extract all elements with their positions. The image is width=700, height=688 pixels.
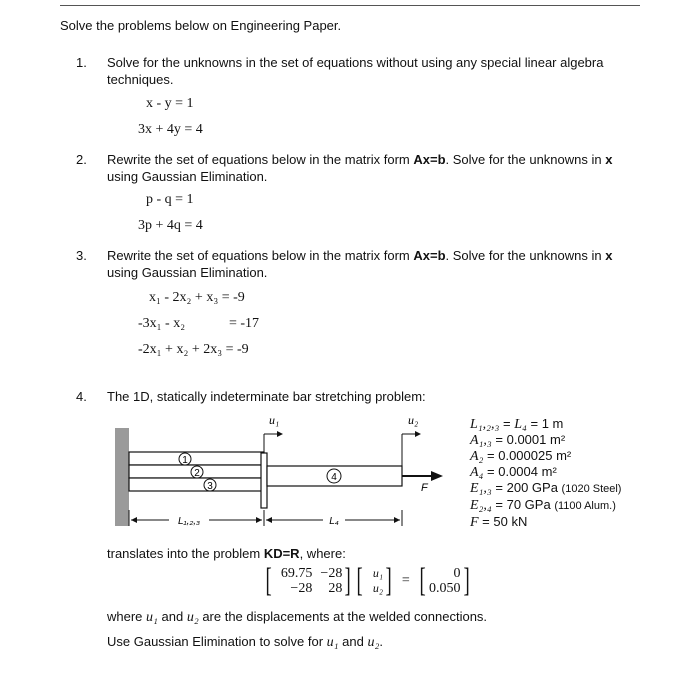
param-area-13: A₁,₃ = 0.0001 m² <box>470 432 566 448</box>
u2-label: u₂ <box>408 413 419 427</box>
page-header: Solve the problems below on Engineering Paper. <box>60 18 342 33</box>
u1-label: u₁ <box>269 413 280 427</box>
problem-3-equation-2b: = -17 <box>229 316 260 331</box>
param-modulus-13: E₁,₃ = 200 GPa (1020 Steel) <box>470 480 622 496</box>
parameter-list <box>470 416 621 530</box>
wall-support <box>115 428 129 526</box>
problem-3-equation-2a: -3x₁ - x₂ <box>138 316 186 331</box>
label-3: 3 <box>207 481 213 492</box>
problem-2-equation-2: 3p + 4q = 4 <box>138 218 203 233</box>
translates-text: translates into the problem KD=R, where: <box>107 546 346 561</box>
problem-2-text-line2: using Gaussian Elimination. <box>107 169 268 184</box>
where-text: where u₁ and u₂ are the displacements at the welded connections. <box>107 609 488 625</box>
label-2: 2 <box>194 468 200 479</box>
param-modulus-24: E₂,₄ = 70 GPa (1100 Alum.) <box>470 497 616 513</box>
problem-3-text-line1: Rewrite the set of equations below in the matrix form Ax=b. Solve for the unknowns in x <box>107 248 613 263</box>
problem-4-text-line1: The 1D, statically indeterminate bar stretching problem: <box>107 389 426 404</box>
problem-1-equation-2: 3x + 4y = 4 <box>138 122 203 137</box>
top-rule <box>60 5 640 6</box>
problem-2-text-line1: Rewrite the set of equations below in the matrix form Ax=b. Solve for the unknowns in x <box>107 152 613 167</box>
use-text: Use Gaussian Elimination to solve for u₁ and u₂. <box>107 634 383 650</box>
dim-label-left: L₁,₂,₃ <box>177 516 201 527</box>
bar-3 <box>129 478 264 491</box>
problem-1-text-line1: Solve for the unknowns in the set of equations without using any special linear algebra <box>107 55 604 70</box>
connection-plate-1 <box>261 453 267 508</box>
problem-3-text-line2: using Gaussian Elimination. <box>107 265 268 280</box>
problem-1-number: 1. <box>76 55 87 70</box>
param-area-4: A₄ = 0.0004 m² <box>470 464 557 480</box>
bar-diagram <box>105 410 445 535</box>
problem-1-equation-1: x - y = 1 <box>146 96 194 111</box>
problem-2-equation-1: p - q = 1 <box>146 192 194 207</box>
bar-1 <box>129 452 264 465</box>
problem-3-number: 3. <box>76 248 87 263</box>
problem-1-text-line2: techniques. <box>107 72 174 87</box>
label-1: 1 <box>182 455 188 466</box>
problem-3-equation-1: x₁ - 2x₂ + x₃ = -9 <box>149 290 245 305</box>
problem-3-equation-3: -2x₁ + x₂ + 2x₃ = -9 <box>138 342 249 357</box>
param-force: F = 50 kN <box>470 514 528 530</box>
matrix-equation: [ 69.75 −28 −28 28 ] [ u₁ u₂ ] = [ 0 0.050 ] <box>265 562 470 599</box>
param-area-2: A₂ = 0.000025 m² <box>470 448 572 464</box>
force-label: F <box>421 482 428 494</box>
problem-4-number: 4. <box>76 389 87 404</box>
label-4: 4 <box>331 472 337 483</box>
dim-label-right: L₄ <box>329 516 339 527</box>
param-length: L₁,₂,₃ = L₄ = 1 m <box>470 416 564 432</box>
problem-2-number: 2. <box>76 152 87 167</box>
